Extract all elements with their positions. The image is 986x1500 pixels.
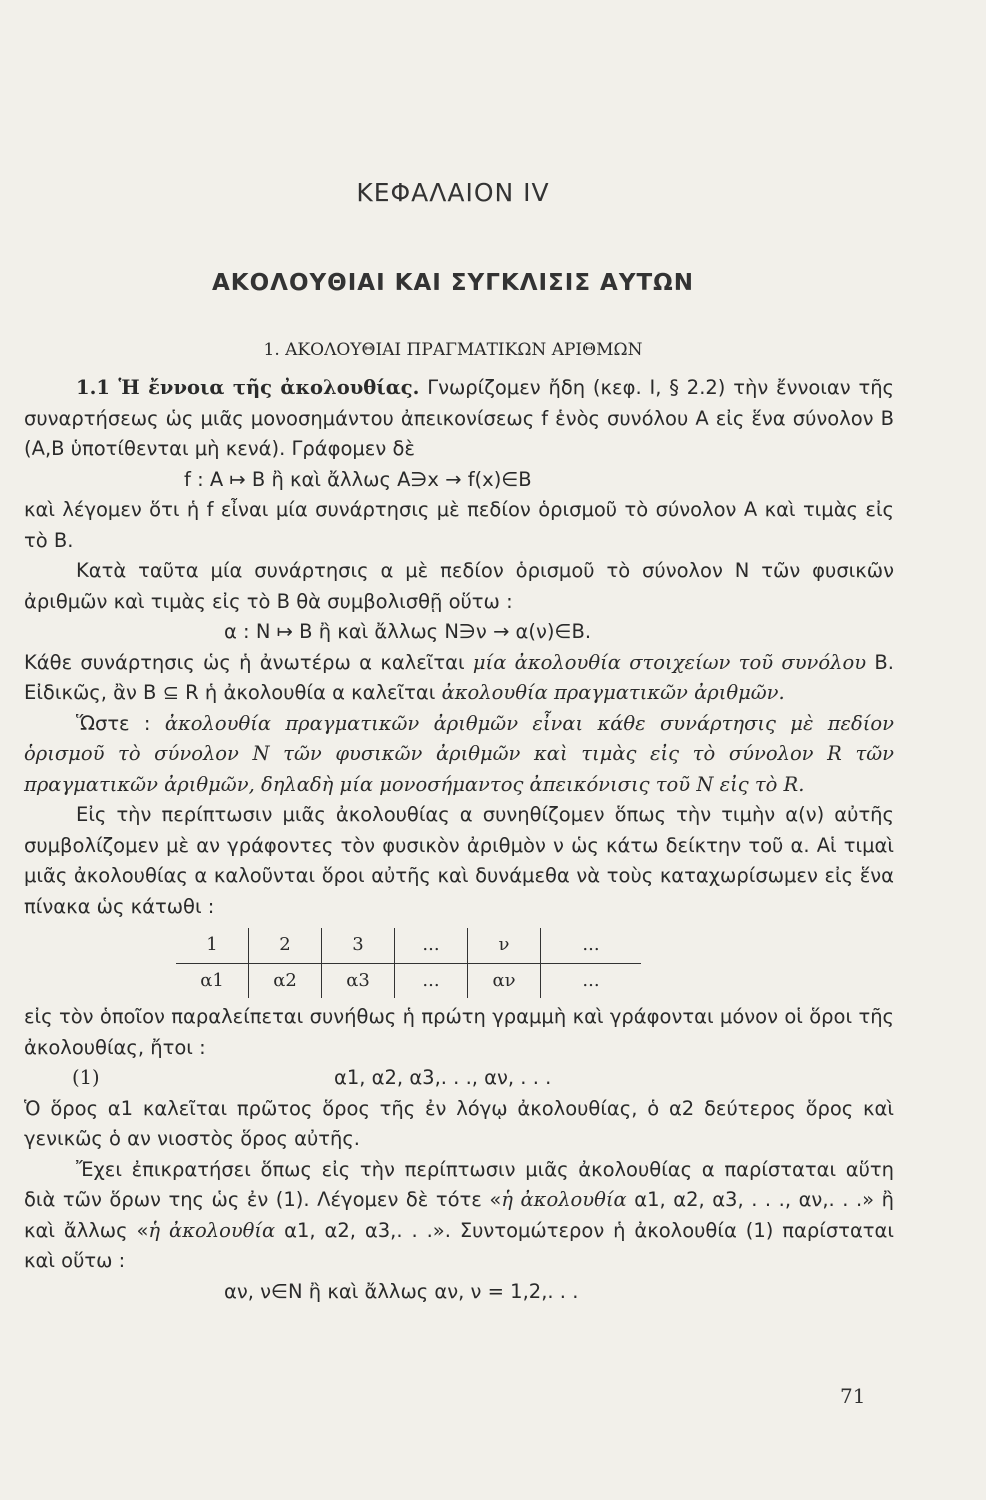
- table-cell: 2: [249, 928, 322, 963]
- chapter-title: ΑΚΟΛΟΥΘΙΑΙ ΚΑΙ ΣΥΓΚΛΙΣΙΣ ΑΥΤΩΝ: [212, 270, 694, 296]
- paragraph-3-text-a: Κάθε συνάρτησις ὡς ἡ ἀνωτέρω α καλεῖται: [24, 650, 473, 674]
- paragraph-8: [24, 1155, 894, 1277]
- chapter-label: ΚΕΦΑΛΑΙΟΝ IV: [356, 178, 550, 207]
- paragraph-4: [24, 709, 894, 801]
- paragraph-1b: καὶ λέγομεν ὅτι ἡ f εἶναι μία συνάρτησις μὲ πεδίον ὁρισμοῦ τὸ σύνολον Α καὶ τιμὰς εἰς τὸ Β.: [24, 498, 894, 552]
- paragraph-8-italic-d: ἡ ἀκολουθία: [148, 1218, 276, 1242]
- sequence-table: [176, 928, 641, 998]
- paragraph-8-text-c: α1, α2, α3, . . ., αν,. . .» ἢ καὶ ἄλλως «: [24, 1188, 894, 1242]
- table-cell: ...: [395, 928, 468, 963]
- table-cell: ...: [395, 963, 468, 998]
- paragraph-3-italic-d: ἀκολουθία πραγματικῶν ἀριθμῶν.: [441, 681, 785, 704]
- paragraph-3-italic-b: μία ἀκολουθία στοιχείων τοῦ συνόλου: [472, 650, 867, 674]
- paragraph-5: Εἰς τὴν περίπτωσιν μιᾶς ἀκολουθίας α συνηθίζομεν ὅπως τὴν τιμὴν α(ν) αὐτῆς συμβολίζομεν μὲ αν γράφοντες τὸν φυσικὸν ἀριθμὸν ν ὡς κάτω δείκτην τοῦ α. Αἱ τιμαὶ μιᾶς ἀκολουθίας α καλοῦνται ὅροι αὐτῆς καὶ δυνάμεθα νὰ τοὺς καταχωρίσωμεν εἰς ἕνα πίνακα ὡς κάτωθι :: [24, 803, 894, 918]
- paragraph-4-text-a: Ὥστε :: [76, 711, 165, 735]
- formula-sequence-notation: αν, ν∈N ἢ καὶ ἄλλως αν, ν = 1,2,. . .: [224, 1279, 579, 1303]
- paragraph-8-text-e: α1, α2, α3,. . .». Συντομώτερον ἡ ἀκολουθία (1) παρίσταται καὶ οὕτω :: [24, 1218, 894, 1272]
- paragraph-1: [24, 373, 894, 465]
- sequence-table-term-row: [176, 963, 641, 998]
- formula-sequence-definition: α : N ↦ B ἢ καὶ ἄλλως N∋ν → α(ν)∈B.: [224, 620, 592, 643]
- paragraph-2: Κατὰ ταῦτα μία συνάρτησις α μὲ πεδίον ὁρισμοῦ τὸ σύνολον N τῶν φυσικῶν ἀριθμῶν καὶ τιμὰς εἰς τὸ Β θὰ συμβολισθῇ οὕτω :: [24, 559, 894, 613]
- subsection-heading: 1.1 Ἡ ἔννοια τῆς ἀκολουθίας.: [76, 376, 420, 399]
- equation-number: (1): [72, 1066, 100, 1089]
- body-text: [24, 373, 894, 1307]
- paragraph-6: εἰς τὸν ὁποῖον παραλείπεται συνήθως ἡ πρώτη γραμμὴ καὶ γράφονται μόνον οἱ ὅροι τῆς ἀκολουθίας, ἤτοι :: [24, 1005, 894, 1059]
- table-cell: 3: [322, 928, 395, 963]
- table-cell: α3: [322, 963, 395, 998]
- paragraph-1-text: Γνωρίζομεν ἤδη (κεφ. Ι, § 2.2) τὴν ἔννοιαν τῆς συναρτήσεως ὡς μιᾶς μονοσημάντου ἀπεικονίσεως f ἑνὸς συνόλου Α εἰς ἕνα σύνολον Β (Α,Β ὑποτίθενται μὴ κενά). Γράφομεν δὲ: [24, 376, 895, 460]
- paragraph-4-definition: ἀκολουθία πραγματικῶν ἀριθμῶν εἶναι κάθε συνάρτησις μὲ πεδίον ὁρισμοῦ τὸ σύνολον N τῶν φυσικῶν ἀριθμῶν καὶ τιμὰς εἰς τὸ σύνολον R τῶν πραγματικῶν ἀριθμῶν, δηλαδὴ μία μονοσήμαντος ἀπεικόνισις τοῦ N εἰς τὸ R.: [24, 711, 894, 796]
- paragraph-8-text-a: Ἔχει ἐπικρατήσει ὅπως εἰς τὴν περίπτωσιν μιᾶς ἀκολουθίας α παρίσταται αὕτη διὰ τῶν ὅρων της ὡς ἐν (1). Λέγομεν δὲ τότε «: [24, 1157, 894, 1211]
- equation-body: α1, α2, α3,. . ., αν, . . .: [334, 1066, 552, 1089]
- paragraph-3: [24, 648, 894, 709]
- section-heading: 1. ΑΚΟΛΟΥΘΙΑΙ ΠΡΑΓΜΑΤΙΚΩΝ ΑΡΙΘΜΩΝ: [263, 340, 643, 360]
- table-cell: α1: [176, 963, 249, 998]
- table-cell: α2: [249, 963, 322, 998]
- paragraph-3-text-c: Β. Εἰδικῶς, ἂν Β ⊆ R ἡ ἀκολουθία α καλεῖται: [24, 650, 894, 704]
- table-cell: ...: [541, 928, 642, 963]
- table-cell: ...: [582, 969, 600, 991]
- page-number: 71: [840, 1384, 866, 1408]
- table-cell: αν: [468, 963, 541, 998]
- paragraph-7: Ὁ ὅρος α1 καλεῖται πρῶτος ὅρος τῆς ἐν λόγῳ ἀκολουθίας, ὁ α2 δεύτερος ὅρος καὶ γενικῶς ὁ αν νιοστὸς ὅρος αὐτῆς.: [24, 1096, 894, 1150]
- table-cell: ν: [468, 928, 541, 963]
- table-cell: 1: [176, 928, 249, 963]
- sequence-table-index-row: [176, 928, 641, 963]
- paragraph-8-italic-b: ἡ ἀκολουθία: [501, 1188, 627, 1211]
- formula-function-definition: f : A ↦ B ἢ καὶ ἄλλως A∋x → f(x)∈B: [184, 467, 532, 491]
- equation-1: [24, 1063, 894, 1094]
